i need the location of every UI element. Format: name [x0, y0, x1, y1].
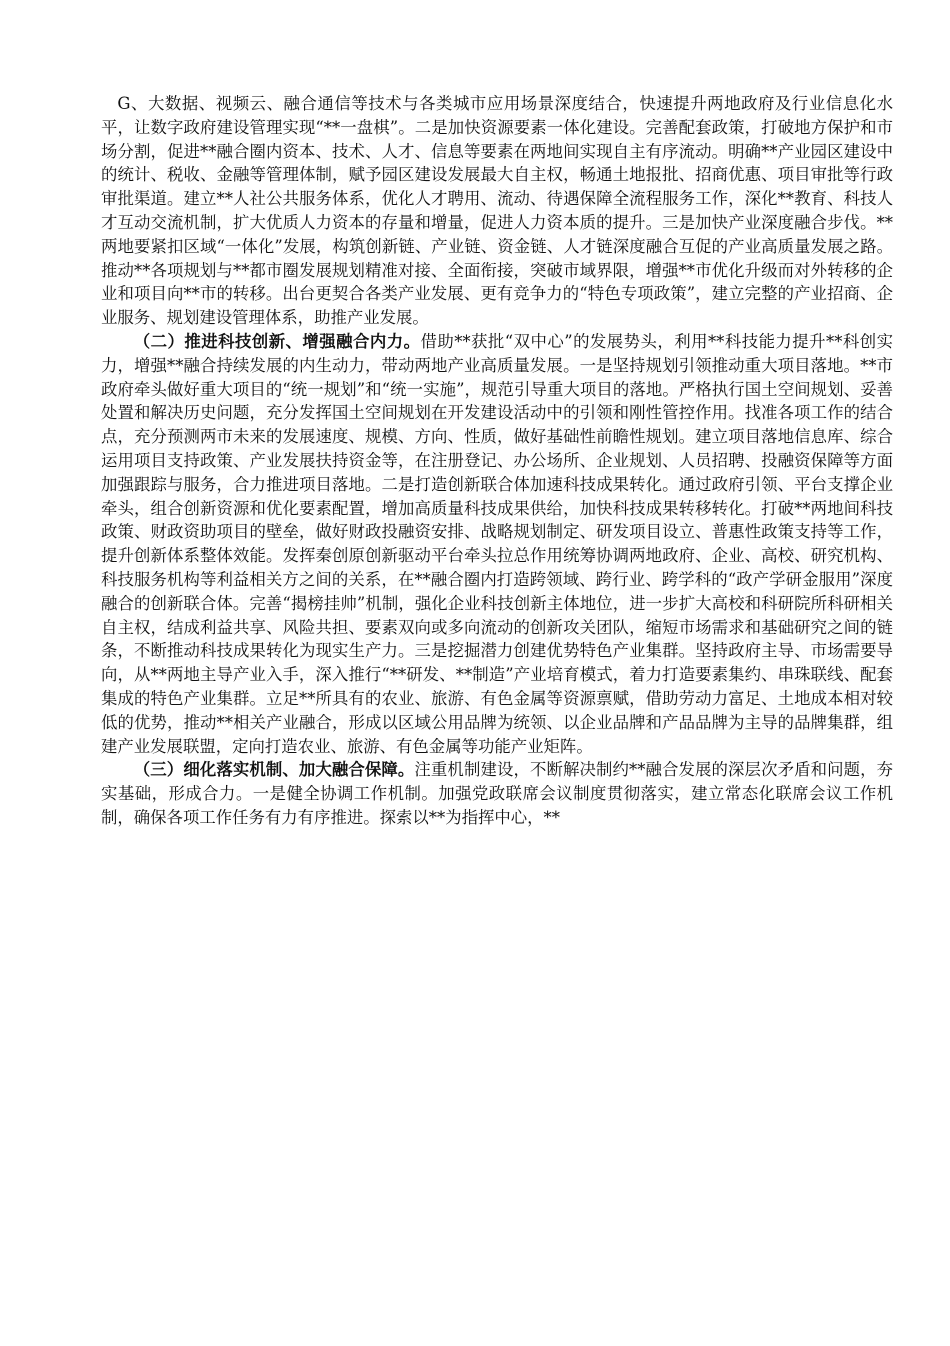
paragraph-1-text: G、大数据、视频云、融合通信等技术与各类城市应用场景深度结合，快速提升两地政府及行业信息化水平，让数字政府建设管理实现“**一盘棋”。二是加快资源要素一体化建设。完善配套政策，打破地方保护和市场分割，促进**融合圈内资本、技术、人才、信息等要素在两地间实现自主有序流动。明确**产业园区建设中的统计、税收、金融等管理体制，赋予园区建设发展最大自主权，畅通土地报批、招商优惠、项目审批等行政审批渠道。建立**人社公共服务体系，优化人才聘用、流动、待遇保障全流程服务工作，深化**教育、科技人才互动交流机制，扩大优质人力资本的存量和增量，促进人力资本质的提升。三是加快产业深度融合步伐。**两地要紧扣区域“一体化”发展，构筑创新链、产业链、资金链、人才链深度融合互促的产业高质量发展之路。推动**各项规划与**都市圈发展规划精准对接、全面衔接，突破市域界限，增强**市优化升级而对外转移的企业和项目向**市的转移。出台更契合各类产业发展、更有竞争力的“特色专项政策”，建立完整的产业招商、企业服务、规划建设管理体系，助推产业发展。: [101, 94, 893, 328]
document-body: [101, 92, 893, 830]
section-heading-2: （二）推进科技创新、增强融合内力。: [133, 331, 421, 351]
paragraph-3: [101, 758, 893, 829]
paragraph-2: [101, 330, 893, 758]
paragraph-1: [101, 92, 893, 330]
paragraph-3-text: 注重机制建设，不断解决制约**融合发展的深层次矛盾和问题，夯实基础，形成合力。一是健全协调工作机制。加强党政联席会议制度贯彻落实，建立常态化联席会议工作机制，确保各项工作任务有力有序推进。探索以**为指挥中心，**: [101, 760, 894, 827]
paragraph-2-text: 借助**获批“双中心”的发展势头，利用**科技能力提升**科创实力，增强**融合持续发展的内生动力，带动两地产业高质量发展。一是坚持规划引领推动重大项目落地。**市政府牵头做好重大项目的“统一规划”和“统一实施”，规范引导重大项目的落地。严格执行国土空间规划、妥善处置和解决历史问题，充分发挥国土空间规划在开发建设活动中的引领和刚性管控作用。找准各项工作的结合点，充分预测两市未来的发展速度、规模、方向、性质，做好基础性前瞻性规划。建立项目落地信息库、综合运用项目支持政策、产业发展扶持资金等，在注册登记、办公场所、企业规划、人员招聘、投融资保障等方面加强跟踪与服务，合力推进项目落地。二是打造创新联合体加速科技成果转化。通过政府引领、平台支撑企业牵头，组合创新资源和优化要素配置，增加高质量科技成果供给，加快科技成果转移转化。打破**两地间科技政策、财政资助项目的壁垒，做好财政投融资安排、战略规划制定、研发项目设立、普惠性政策支持等工作，提升创新体系整体效能。发挥秦创原创新驱动平台牵头拉总作用统筹协调两地政府、企业、高校、研究机构、科技服务机构等利益相关方之间的关系，在**融合圈内打造跨领域、跨行业、跨学科的“政产学研金服用”深度融合的创新联合体。完善“揭榜挂帅”机制，强化企业科技创新主体地位，进一步扩大高校和科研院所科研相关自主权，结成利益共享、风险共担、要素双向或多向流动的创新攻关团队，缩短市场需求和基础研究之间的链条，不断推动科技成果转化为现实生产力。三是挖掘潜力创建优势特色产业集群。坚持政府主导、市场需要导向，从**两地主导产业入手，深入推行“**研发、**制造”产业培育模式，着力打造要素集约、串珠联线、配套集成的特色产业集群。立足**所具有的农业、旅游、有色金属等资源禀赋，借助劳动力富足、土地成本相对较低的优势，推动**相关产业融合，形成以区域公用品牌为统领、以企业品牌和产品品牌为主导的品牌集群，组建产业发展联盟，定向打造农业、旅游、有色金属等功能产业矩阵。: [101, 331, 893, 756]
section-heading-3: （三）细化落实机制、加大融合保障。: [133, 760, 415, 780]
